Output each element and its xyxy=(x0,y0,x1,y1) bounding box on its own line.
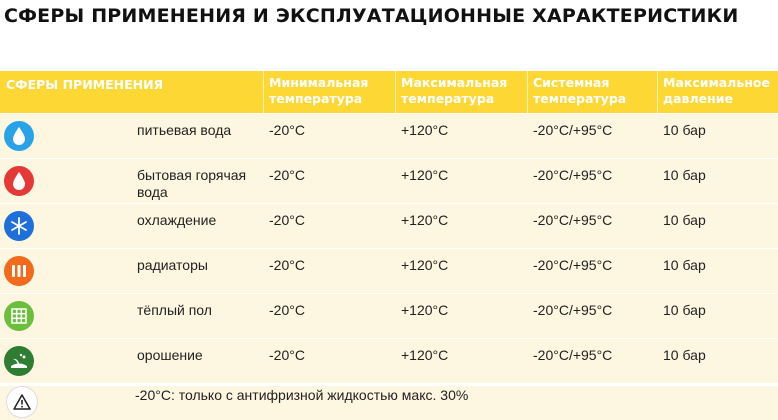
row-max-temp: +120°C xyxy=(401,167,449,183)
table-header xyxy=(0,71,778,113)
row-max-temp: +120°C xyxy=(401,212,449,228)
row-area-name: орошение xyxy=(137,347,203,363)
header-min-temp: Минимальная температура xyxy=(269,75,369,106)
row-sys-temp: -20°C/+95°C xyxy=(533,302,613,318)
table-row xyxy=(0,293,778,338)
table-row xyxy=(0,203,778,248)
water-drop-icon xyxy=(4,121,34,151)
header-divider xyxy=(527,71,528,113)
radiator-icon xyxy=(4,256,34,286)
warning-triangle-icon xyxy=(6,386,38,418)
row-area-name: питьевая вода xyxy=(137,122,232,138)
header-divider xyxy=(395,71,396,113)
row-sys-temp: -20°C/+95°C xyxy=(533,167,613,183)
specs-table xyxy=(0,71,778,383)
header-area: СФЕРЫ ПРИМЕНЕНИЯ xyxy=(6,77,164,92)
header-divider xyxy=(263,71,264,113)
row-pressure: 10 бар xyxy=(663,347,706,363)
hot-water-drop-icon xyxy=(4,166,34,196)
snowflake-icon xyxy=(4,211,34,241)
row-area-name: радиаторы xyxy=(137,257,208,273)
row-max-temp: +120°C xyxy=(401,347,449,363)
row-min-temp: -20°C xyxy=(269,212,305,228)
row-min-temp: -20°C xyxy=(269,302,305,318)
row-max-temp: +120°C xyxy=(401,122,449,138)
row-sys-temp: -20°C/+95°C xyxy=(533,257,613,273)
floor-heating-icon xyxy=(4,301,34,331)
page-title: СФЕРЫ ПРИМЕНЕНИЯ И ЭКСПЛУАТАЦИОННЫЕ ХАРАКТЕРИСТИКИ xyxy=(4,5,739,27)
row-min-temp: -20°C xyxy=(269,257,305,273)
header-sys-temp: Системная температура xyxy=(533,75,627,106)
row-pressure: 10 бар xyxy=(663,212,706,228)
row-pressure: 10 бар xyxy=(663,302,706,318)
row-sys-temp: -20°C/+95°C xyxy=(533,122,613,138)
row-min-temp: -20°C xyxy=(269,347,305,363)
header-max-temp: Максимальная температура xyxy=(401,75,508,106)
footnote-text: -20°C: только с антифризной жидкостью макс. 30% xyxy=(135,387,469,403)
row-area-name: тёплый пол xyxy=(137,302,212,318)
row-min-temp: -20°C xyxy=(269,167,305,183)
row-max-temp: +120°C xyxy=(401,302,449,318)
table-row xyxy=(0,158,778,203)
footnote-row xyxy=(0,385,778,420)
header-max-pressure: Максимальное давление xyxy=(663,75,770,106)
row-sys-temp: -20°C/+95°C xyxy=(533,347,613,363)
row-max-temp: +120°C xyxy=(401,257,449,273)
irrigation-icon xyxy=(4,346,34,376)
row-pressure: 10 бар xyxy=(663,122,706,138)
row-pressure: 10 бар xyxy=(663,257,706,273)
row-area-name: бытовая горячая вода xyxy=(137,167,247,200)
header-divider xyxy=(657,71,658,113)
table-row xyxy=(0,248,778,293)
row-pressure: 10 бар xyxy=(663,167,706,183)
row-min-temp: -20°C xyxy=(269,122,305,138)
table-row xyxy=(0,113,778,158)
row-area-name: охлаждение xyxy=(137,212,217,228)
table-row xyxy=(0,338,778,383)
row-sys-temp: -20°C/+95°C xyxy=(533,212,613,228)
